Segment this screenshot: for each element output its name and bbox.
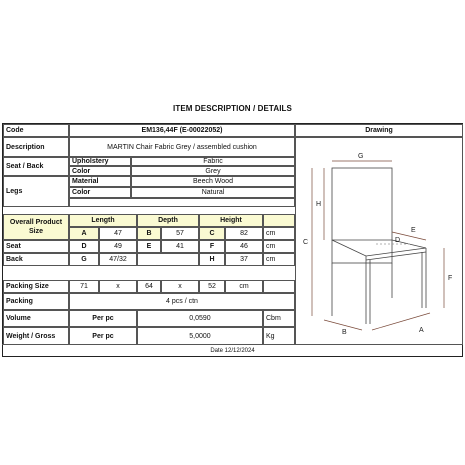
dim-value-c: 82 [225, 227, 263, 240]
drawing-letter-d: D [395, 237, 401, 244]
drawing-label: Drawing [295, 124, 463, 137]
dim-unit-1: cm [263, 227, 295, 240]
volume-label: Volume [3, 310, 69, 327]
legs-label: Legs [3, 176, 69, 207]
dim-value-b: 57 [161, 227, 199, 240]
page-title: ITEM DESCRIPTION / DETAILS [173, 104, 292, 113]
packing-x-2: x [161, 280, 199, 293]
packing-unit: cm [225, 280, 263, 293]
material-value: Beech Wood [131, 176, 295, 187]
description-label: Description [3, 137, 69, 157]
length-header: Length [69, 214, 137, 227]
legs-spacer [69, 198, 295, 207]
dim-unit-3: cm [263, 253, 295, 266]
dim-letter-h: H [199, 253, 225, 266]
drawing-letter-a: A [419, 327, 424, 334]
packing-height: 52 [199, 280, 225, 293]
drawing-letter-e: E [411, 227, 416, 234]
back-empty [137, 253, 199, 266]
dim-value-d: 49 [99, 240, 137, 253]
packing-size-label: Packing Size [3, 280, 69, 293]
legs-color-value: Natural [131, 187, 295, 198]
drawing-letter-b: B [342, 329, 347, 336]
volume-per: Per pc [69, 310, 137, 327]
weight-value: 5,0000 [137, 327, 263, 345]
upholstery-label: Upholstery [69, 157, 131, 166]
dim-letter-b: B [137, 227, 161, 240]
dim-letter-c: C [199, 227, 225, 240]
weight-per: Per pc [69, 327, 137, 345]
code-value: EM136,44F (E-00022052) [69, 124, 295, 137]
dim-value-a: 47 [99, 227, 137, 240]
volume-unit: Cbm [263, 310, 295, 327]
depth-header: Depth [137, 214, 199, 227]
unit-header-blank [263, 214, 295, 227]
packing-x-1: x [99, 280, 137, 293]
material-label: Material [69, 176, 131, 187]
legs-color-label: Color [69, 187, 131, 198]
dim-unit-2: cm [263, 240, 295, 253]
dim-value-f: 46 [225, 240, 263, 253]
dim-letter-f: F [199, 240, 225, 253]
weight-unit: Kg [263, 327, 295, 345]
dim-value-h: 37 [225, 253, 263, 266]
dim-letter-d: D [69, 240, 99, 253]
height-header: Height [199, 214, 263, 227]
packing-width: 64 [137, 280, 161, 293]
overall-size-label: Overall Product Size [3, 214, 69, 240]
dim-letter-g: G [69, 253, 99, 266]
back-dim-label: Back [3, 253, 69, 266]
dim-letter-a: A [69, 227, 99, 240]
date-footer: Date 12/12/2024 [2, 344, 463, 357]
dim-value-e: 41 [161, 240, 199, 253]
drawing-letter-f: F [448, 275, 453, 282]
packing-length: 71 [69, 280, 99, 293]
drawing-letter-c: C [303, 239, 309, 246]
dim-letter-e: E [137, 240, 161, 253]
seat-color-value: Grey [131, 166, 295, 176]
description-value: MARTIN Chair Fabric Grey / assembled cushion [69, 137, 295, 157]
upholstery-value: Fabric [131, 157, 295, 166]
seat-back-label: Seat / Back [3, 157, 69, 176]
drawing-letter-h: H [316, 201, 322, 208]
volume-value: 0,0590 [137, 310, 263, 327]
packing-blank [263, 280, 295, 293]
code-label: Code [3, 124, 69, 137]
seat-dim-label: Seat [3, 240, 69, 253]
chair-drawing [294, 148, 462, 338]
packing-label: Packing [3, 293, 69, 310]
dim-value-g: 47/32 [99, 253, 137, 266]
drawing-letter-g: G [358, 153, 364, 160]
packing-value: 4 pcs / ctn [69, 293, 295, 310]
seat-color-label: Color [69, 166, 131, 176]
weight-label: Weight / Gross [3, 327, 69, 345]
